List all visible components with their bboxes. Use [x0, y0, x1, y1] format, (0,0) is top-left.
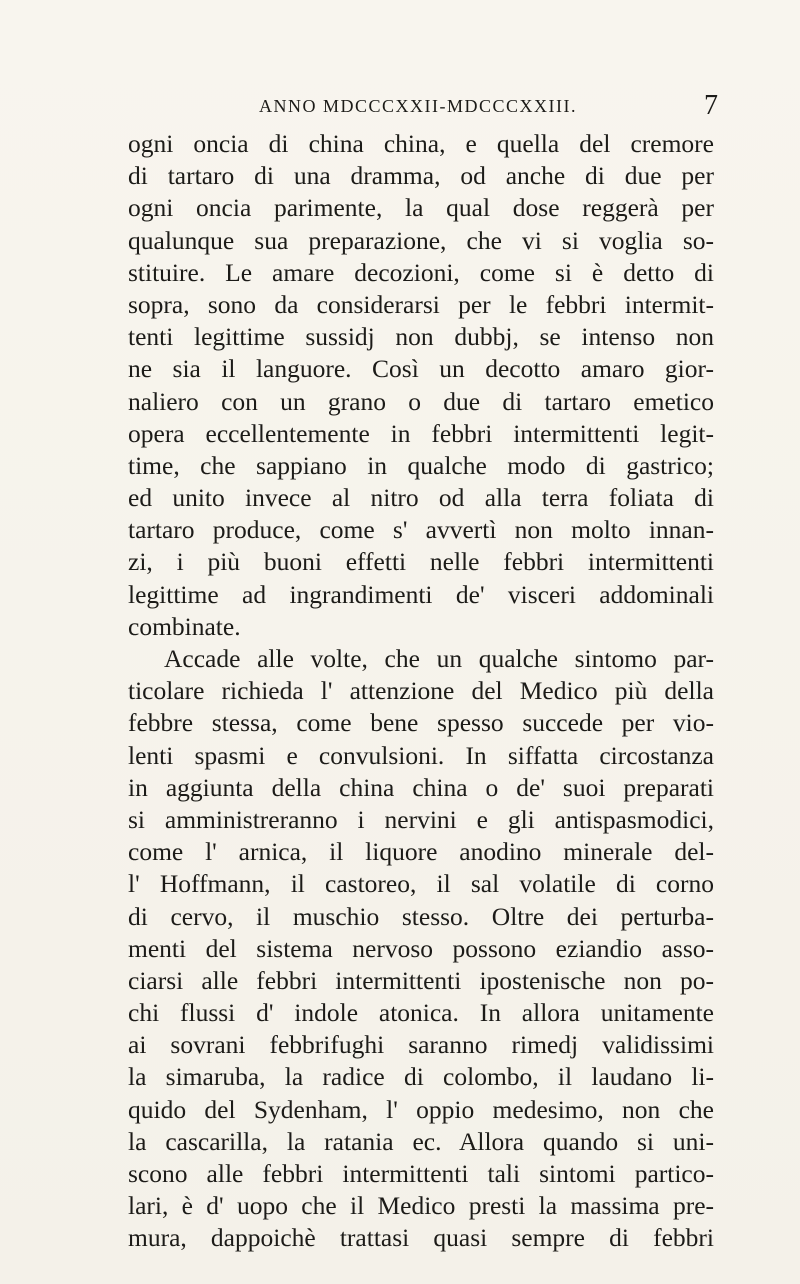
text-line: come l' arnica, il liquore anodino minerale del-: [128, 837, 714, 867]
text-line: ogni oncia parimente, la qual dose reggerà per: [128, 193, 714, 223]
text-line: di cervo, il muschio stesso. Oltre dei perturba-: [128, 901, 714, 931]
text-line: lari, è d' uopo che il Medico presti la massima pre-: [128, 1191, 714, 1221]
page-header: [118, 90, 718, 126]
text-line: combinate.: [128, 611, 241, 641]
body-text: [128, 128, 714, 1255]
text-line: qualunque sua preparazione, che vi si voglia so-: [128, 225, 714, 255]
text-line: tenti legittime sussidj non dubbj, se intenso non: [128, 322, 714, 352]
text-line: sopra, sono da considerarsi per le febbri intermit-: [128, 289, 714, 319]
text-line: si amministreranno i nervini e gli antispasmodici,: [128, 804, 714, 834]
text-line: ticolare richieda l' attenzione del Medico più della: [128, 676, 714, 706]
text-line: menti del sistema nervoso possono eziandio asso-: [128, 933, 714, 963]
text-line: ogni oncia di china china, e quella del cremore: [128, 129, 714, 158]
text-line: lenti spasmi e convulsioni. In siffatta circostanza: [128, 740, 714, 770]
text-line: stituire. Le amare decozioni, come si è detto di: [128, 257, 714, 287]
text-line: legittime ad ingrandimenti de' visceri addominali: [128, 579, 714, 609]
text-line: chi flussi d' indole atonica. In allora unitamente: [128, 998, 714, 1028]
text-line: time, che sappiano in qualche modo di gastrico;: [128, 450, 714, 480]
running-head: ANNO MDCCCXXII-MDCCCXXIII.: [259, 96, 577, 116]
text-line: ciarsi alle febbri intermittenti ipostenische non po-: [128, 965, 714, 995]
text-line: la cascarilla, la ratania ec. Allora quando si uni-: [128, 1126, 714, 1156]
text-line: Accade alle volte, che un qualche sintomo par-: [164, 644, 714, 673]
text-line: quido del Sydenham, l' oppio medesimo, non che: [128, 1094, 714, 1124]
text-line: scono alle febbri intermittenti tali sintomi partico-: [128, 1159, 714, 1188]
text-line: naliero con un grano o due di tartaro emetico: [128, 386, 714, 416]
text-line: la simaruba, la radice di colombo, il laudano li-: [128, 1062, 714, 1092]
text-line: mura, dappoichè trattasi quasi sempre di febbri: [128, 1223, 714, 1253]
text-line: ed unito invece al nitro od alla terra foliata di: [128, 483, 714, 513]
text-line: opera eccellentemente in febbri intermittenti legit-: [128, 418, 714, 448]
text-line: zi, i più buoni effetti nelle febbri intermittenti: [128, 547, 714, 577]
text-line: l' Hoffmann, il castoreo, il sal volatile di corno: [128, 869, 714, 899]
text-line: di tartaro di una dramma, od anche di due per: [128, 161, 714, 191]
text-line: ne sia il languore. Così un decotto amaro gior-: [128, 354, 714, 384]
text-line: in aggiunta della china china o de' suoi preparati: [128, 772, 714, 802]
text-line: febbre stessa, come bene spesso succede per vio-: [128, 708, 714, 738]
text-line: ai sovrani febbrifughi saranno rimedj validissimi: [128, 1030, 714, 1060]
page-number: 7: [704, 90, 718, 121]
text-line: tartaro produce, come s' avvertì non molto innan-: [128, 515, 714, 545]
